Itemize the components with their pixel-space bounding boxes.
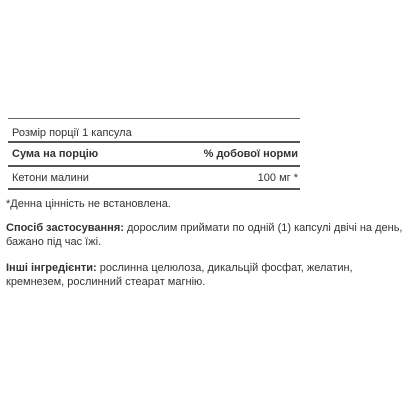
other-ingredients-text: рослинна целюлоза, дикальцій фосфат, желатин, кремнезем, рослинний стеарат магнію. <box>6 262 353 288</box>
daily-value-footnote <box>6 197 406 211</box>
serving-size-text: Розмір порції 1 капсула <box>12 127 132 139</box>
ingredient-amount: 100 мг * <box>257 171 298 184</box>
amount-per-serving-header: Сума на порцію <box>12 148 99 160</box>
directions-paragraph <box>6 221 406 249</box>
facts-header-row <box>8 143 300 165</box>
footnote-text: *Денна цінність не встановлена. <box>6 198 171 210</box>
daily-value-header: % добової норми <box>203 148 298 160</box>
directions-text: дорослим приймати по одній (1) капсулі двічі на день, бажано під час їжі. <box>6 222 403 248</box>
bottom-divider <box>8 188 300 190</box>
facts-item-row <box>8 167 300 188</box>
directions-label: Спосіб застосування: <box>6 222 124 234</box>
serving-size-row <box>8 119 300 141</box>
ingredient-name: Кетони малини <box>12 171 89 184</box>
supplement-facts-panel <box>8 118 300 190</box>
other-ingredients-label: Інші інгредієнти: <box>6 262 97 274</box>
other-ingredients-paragraph <box>6 261 406 289</box>
